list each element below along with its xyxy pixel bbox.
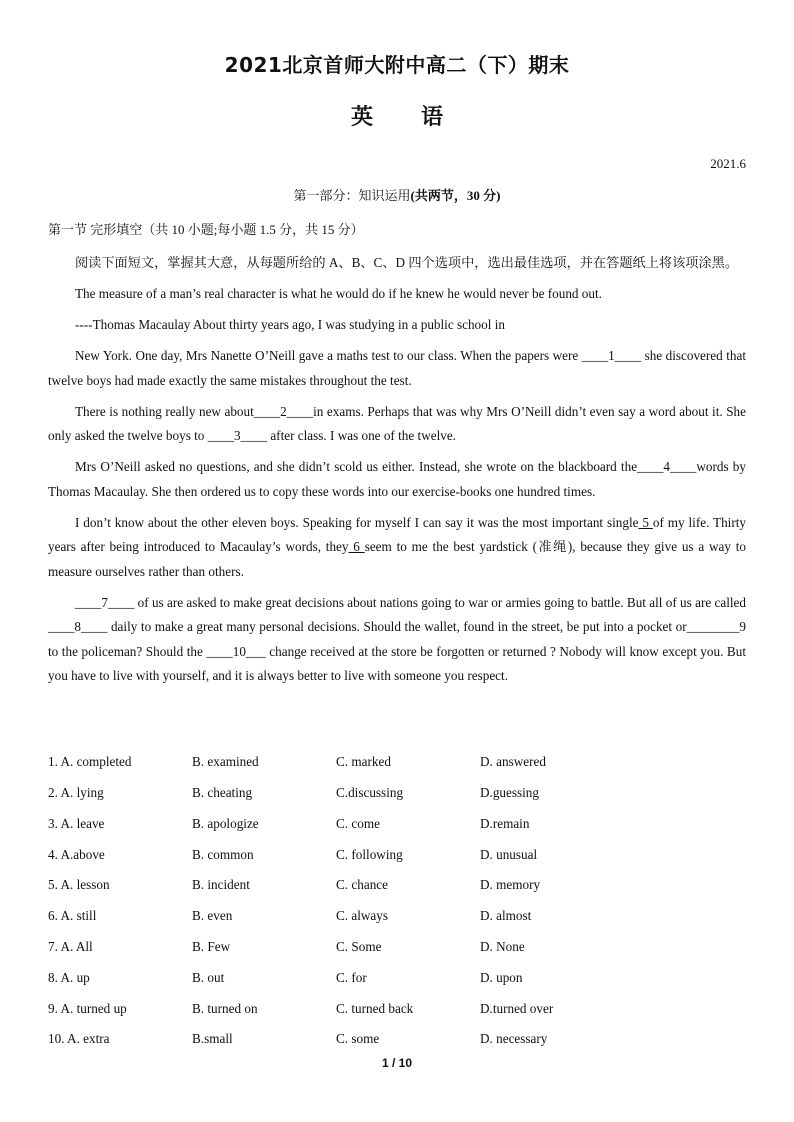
blank-6: 6 — [348, 539, 365, 554]
option-a: 5. A. lesson — [48, 877, 110, 893]
option-row-3 — [48, 809, 746, 840]
option-row-1 — [48, 747, 746, 778]
option-a: 9. A. turned up — [48, 1000, 127, 1016]
instructions: 阅读下面短文，掌握其大意，从每题所给的 A、B、C、D 四个选项中，选出最佳选项，并在答题纸上将该项涂黑。 — [75, 255, 739, 270]
option-b: B. apologize — [192, 815, 259, 831]
passage-paragraph-5: Mrs O’Neill asked no questions, and she didn’t scold us either. Instead, she wrote on the blackboard the____4____words by Thomas Macaulay. She then ordered us to copy these words into our exercise-books one hundred times. — [48, 459, 746, 499]
option-row-9 — [48, 993, 746, 1024]
subject-char-1: 英 — [350, 105, 373, 130]
passage-paragraph-3: New York. One day, Mrs Nanette O’Neill gave a maths test to our class. When the papers were ____1____ she discovered that twelve boys had made exactly the same mistakes throughout the test. — [48, 348, 746, 388]
section-heading: 第一节 完形填空（共 10 小题;每小题 1.5 分，共 15 分） — [48, 222, 364, 237]
passage-text: seem to me the best yardstick (准绳), because they give us a way to measure ourselves rather than others. — [48, 539, 747, 579]
option-d: D. unusual — [480, 846, 538, 862]
passage-paragraph-4: There is nothing really new about____2____in exams. Perhaps that was why Mrs O’Neill didn’t even say a word about it. She only asked the twelve boys to ____3____ after class. I was one of the twelve. — [48, 403, 746, 443]
option-b: B. incident — [192, 877, 250, 893]
exam-title: 2021北京首师大附中高二（下）期末 — [224, 53, 570, 77]
option-row-4 — [48, 839, 746, 870]
option-row-5 — [48, 870, 746, 901]
option-d: D. upon — [480, 969, 523, 985]
option-a: 2. A. lying — [48, 784, 104, 800]
option-c: C. come — [336, 815, 380, 831]
part-heading — [48, 184, 746, 209]
passage-paragraph-7: ____7____ of us are asked to make great decisions about nations going to war or armies going to battle. But all of us are called ____8____ daily to make a great many personal decisions. Should the wallet, found in the street, be put into a pocket or________9 to the policeman? Should the ____10___ change received at the store be forgotten or returned ? Nobody will know except you. But you have to live with yourself, and it is always better to live with someone you respect. — [48, 594, 746, 683]
part-heading-prefix: 第一部分：知识运用 — [293, 188, 411, 203]
option-c: C.discussing — [336, 784, 404, 800]
option-b: B.small — [192, 1031, 233, 1047]
passage-text: of my life. Thirty years after being introduced to Macaulay’s words, they — [48, 514, 746, 554]
passage-paragraph-1: The measure of a man’s real character is what he would do if he knew he would never be found out. — [75, 286, 602, 301]
option-d: D. necessary — [480, 1031, 548, 1047]
option-b: B. common — [192, 846, 254, 862]
option-row-6 — [48, 901, 746, 932]
passage-paragraph-2: ----Thomas Macaulay About thirty years ago, I was studying in a public school in — [75, 317, 505, 332]
exam-date: 2021.6 — [710, 156, 746, 171]
option-c: C. some — [336, 1031, 380, 1047]
blank-5: 5 — [638, 514, 653, 530]
option-c: C. for — [336, 969, 367, 985]
option-d: D.turned over — [480, 1000, 554, 1016]
subject-title — [48, 102, 746, 134]
option-d: D. almost — [480, 908, 532, 924]
option-a: 4. A.above — [48, 846, 105, 862]
option-b: B. cheating — [192, 784, 253, 800]
option-a: 8. A. up — [48, 969, 90, 985]
option-d: D. answered — [480, 754, 546, 770]
option-b: B. out — [192, 969, 225, 985]
option-b: B. turned on — [192, 1000, 258, 1016]
subject-char-2: 语 — [421, 105, 444, 130]
option-c: C. chance — [336, 877, 388, 893]
option-row-2 — [48, 778, 746, 809]
option-d: D. memory — [480, 877, 541, 893]
page-number: 1 / 10 — [381, 1056, 413, 1070]
option-c: C. turned back — [336, 1000, 414, 1016]
option-d: D.guessing — [480, 784, 539, 800]
option-d: D. None — [480, 938, 525, 954]
option-row-8 — [48, 963, 746, 994]
answer-options — [48, 747, 746, 1055]
part-heading-score: (共两节，30 分) — [410, 188, 501, 203]
option-c: C. always — [336, 908, 389, 924]
option-c: C. Some — [336, 938, 382, 954]
passage-paragraph-6 — [48, 511, 746, 585]
option-a: 6. A. still — [48, 908, 97, 924]
option-row-7 — [48, 932, 746, 963]
passage-text: I don’t know about the other eleven boys. Speaking for myself I can say it was the most important single — [75, 514, 639, 530]
cloze-passage — [48, 251, 746, 695]
option-d: D.remain — [480, 815, 530, 831]
option-a: 10. A. extra — [48, 1031, 110, 1047]
option-a: 3. A. leave — [48, 815, 105, 831]
option-c: C. marked — [336, 754, 391, 770]
option-a: 7. A. All — [48, 938, 93, 954]
option-b: B. even — [192, 908, 233, 924]
option-b: B. examined — [192, 754, 259, 770]
option-b: B. Few — [192, 938, 231, 954]
option-c: C. following — [336, 846, 403, 862]
option-a: 1. A. completed — [48, 754, 132, 770]
